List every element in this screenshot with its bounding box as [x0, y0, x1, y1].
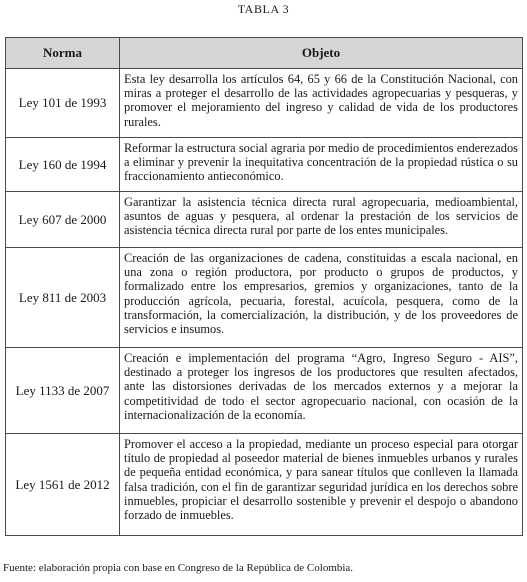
table-header-row	[6, 38, 523, 69]
norma-cell: Ley 1561 de 2012	[6, 434, 120, 536]
norma-cell: Ley 160 de 1994	[6, 138, 120, 192]
table-title: TABLA 3	[237, 2, 290, 16]
table-row	[6, 192, 523, 248]
objeto-cell: Promover el acceso a la propiedad, mediante un proceso especial para otorgar título de propiedad al poseedor material de bienes inmuebles urbanos y rurales de pequeña entidad económica, y para sanear títulos que conlleven la llamada falsa tradición, con el fin de garantizar seguridad jurídica en los derechos sobre inmuebles, propiciar el desarrollo sostenible y prevenir el despojo o abandono forzado de inmuebles.	[120, 434, 523, 536]
norma-cell: Ley 101 de 1993	[6, 69, 120, 138]
objeto-cell: Creación de las organizaciones de cadena, constituidas a escala nacional, en una zona o región productora, por producto o grupos de productos, y formalizado entre los empresarios, gremios y organizaciones, tanto de la producción agrícola, pecuaria, forestal, acuícola, pesquera, como de la transformación, la comercialización, la distribución, y de los proveedores de servicios e insumos.	[120, 248, 523, 348]
objeto-cell: Garantizar la asistencia técnica directa rural agropecuaria, medioambiental, asuntos de aguas y pesquera, al ordenar la prestación de los servicios de asistencia técnica directa rural por parte de los entes municipales.	[120, 192, 523, 248]
table-row	[6, 434, 523, 536]
norma-cell: Ley 607 de 2000	[6, 192, 120, 248]
table-row	[6, 348, 523, 434]
column-header-norma: Norma	[6, 38, 120, 69]
table-row	[6, 69, 523, 138]
objeto-cell: Reformar la estructura social agraria por medio de procedimientos enderezados a eliminar y prevenir la inequitativa concentración de la propiedad rústica o su fraccionamiento antieconómico.	[120, 138, 523, 192]
objeto-cell: Esta ley desarrolla los artículos 64, 65 y 66 de la Constitución Nacional, con miras a proteger el desarrollo de las actividades agropecuarias y pesqueras, y promover el mejoramiento del ingreso y calidad de vida de los productores rurales.	[120, 69, 523, 138]
norma-cell: Ley 1133 de 2007	[6, 348, 120, 434]
table-row	[6, 248, 523, 348]
norma-cell: Ley 811 de 2003	[6, 248, 120, 348]
table-row	[6, 138, 523, 192]
laws-table	[5, 37, 523, 536]
objeto-cell: Creación e implementación del programa “Agro, Ingreso Seguro - AIS”, destinado a proteger los ingresos de los productores que resulten afectados, ante las distorsiones derivadas de los mercados externos y a mejorar la competitividad de todo el sector agropecuario nacional, con ocasión de la internacionalización de la economía.	[120, 348, 523, 434]
column-header-objeto: Objeto	[120, 38, 523, 69]
source-note: Fuente: elaboración propia con base en Congreso de la República de Colombia.	[3, 562, 354, 574]
